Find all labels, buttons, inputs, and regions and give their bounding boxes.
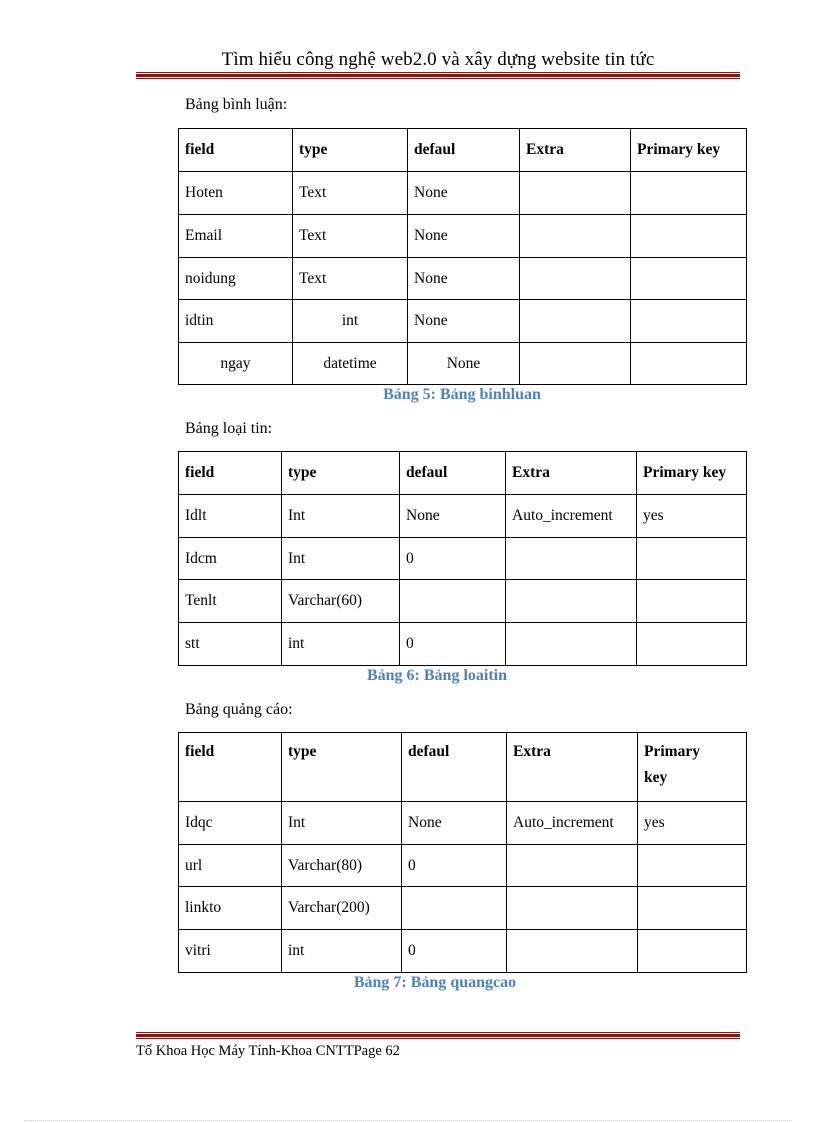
table-row	[179, 172, 747, 215]
table-cell: yes	[638, 802, 747, 845]
table-cell	[631, 343, 747, 385]
table-cell: Int	[282, 802, 402, 845]
table-cell: Auto_increment	[506, 495, 637, 538]
column-header: Primary key	[631, 129, 747, 172]
table-intro-quangcao: Bảng quảng cáo:	[185, 701, 293, 718]
table-row	[179, 495, 747, 538]
table-cell	[520, 215, 631, 258]
table-cell: datetime	[293, 343, 408, 385]
table-cell: url	[179, 845, 282, 887]
table-cell: Idqc	[179, 802, 282, 845]
table-header-row	[179, 129, 747, 172]
header-divider	[136, 72, 740, 79]
table-row	[179, 343, 747, 385]
table-cell	[637, 580, 747, 623]
table-cell: int	[282, 930, 402, 973]
column-header: field	[179, 452, 282, 495]
table-cell	[637, 538, 747, 580]
page-footer: Tổ Khoa Học Máy Tính-Khoa CNTTPage 62	[136, 1043, 400, 1059]
table-row	[179, 887, 747, 930]
table-cell: None	[408, 172, 520, 215]
table-cell	[638, 845, 747, 887]
table-caption: Bảng 7: Bảng quangcao	[353, 974, 517, 991]
column-header: type	[282, 733, 402, 802]
footer-divider	[136, 1032, 740, 1039]
table-cell: Idcm	[179, 538, 282, 580]
page-bottom-border	[24, 1120, 792, 1121]
table-cell: None	[408, 258, 520, 300]
table-quangcao	[178, 732, 747, 973]
table-cell	[631, 258, 747, 300]
table-caption: Bảng 6: Bảng loaitin	[366, 667, 508, 684]
table-row	[179, 623, 747, 666]
table-cell	[507, 930, 638, 973]
table-intro-binhluan: Bảng bình luận:	[185, 96, 288, 113]
table-cell	[520, 172, 631, 215]
table-cell: Int	[282, 495, 400, 538]
table-cell: Varchar(200)	[282, 887, 402, 930]
table-cell: idtin	[179, 300, 293, 343]
table-cell	[506, 538, 637, 580]
table-cell: Text	[293, 172, 408, 215]
table-cell: yes	[637, 495, 747, 538]
table-row	[179, 930, 747, 973]
table-cell: ngay	[179, 343, 293, 385]
table-intro-loaitin: Bảng loại tin:	[185, 420, 273, 437]
table-row	[179, 258, 747, 300]
column-header: defaul	[400, 452, 506, 495]
table-cell	[507, 887, 638, 930]
table-cell	[402, 887, 507, 930]
column-header: defaul	[408, 129, 520, 172]
table-cell: Int	[282, 538, 400, 580]
table-row	[179, 215, 747, 258]
table-caption: Bảng 5: Bảng binhluan	[383, 386, 541, 403]
column-header: Extra	[520, 129, 631, 172]
table-binhluan	[178, 128, 747, 385]
table-cell: Email	[179, 215, 293, 258]
table-cell: Hoten	[179, 172, 293, 215]
table-cell: Tenlt	[179, 580, 282, 623]
table-cell: None	[400, 495, 506, 538]
table-cell: 0	[402, 930, 507, 973]
table-header-row	[179, 452, 747, 495]
column-header: field	[179, 129, 293, 172]
table-cell: 0	[400, 538, 506, 580]
column-header: Extra	[506, 452, 637, 495]
table-cell: int	[293, 300, 408, 343]
table-header-row	[179, 733, 747, 802]
table-cell: Text	[293, 258, 408, 300]
table-cell: None	[408, 300, 520, 343]
column-header: defaul	[402, 733, 507, 802]
column-header: Primary key	[637, 452, 747, 495]
table-cell	[638, 930, 747, 973]
table-cell	[520, 343, 631, 385]
table-row	[179, 300, 747, 343]
table-cell: None	[402, 802, 507, 845]
table-cell: Varchar(80)	[282, 845, 402, 887]
table-cell: Text	[293, 215, 408, 258]
table-cell: stt	[179, 623, 282, 666]
table-cell: Varchar(60)	[282, 580, 400, 623]
table-cell: vitri	[179, 930, 282, 973]
table-row	[179, 845, 747, 887]
table-cell: None	[408, 343, 520, 385]
table-cell	[637, 623, 747, 666]
table-row	[179, 580, 747, 623]
column-header: field	[179, 733, 282, 802]
table-cell: Idlt	[179, 495, 282, 538]
table-cell: int	[282, 623, 400, 666]
table-cell: noidung	[179, 258, 293, 300]
table-cell: linkto	[179, 887, 282, 930]
page-header-title: Tìm hiểu công nghệ web2.0 và xây dựng website tin tức	[221, 49, 655, 70]
column-header: type	[293, 129, 408, 172]
table-cell	[520, 300, 631, 343]
table-cell	[507, 845, 638, 887]
table-cell: 0	[402, 845, 507, 887]
table-cell: 0	[400, 623, 506, 666]
table-row	[179, 538, 747, 580]
table-cell	[631, 215, 747, 258]
table-cell	[631, 172, 747, 215]
table-loaitin	[178, 451, 747, 666]
table-cell: None	[408, 215, 520, 258]
table-row	[179, 802, 747, 845]
table-cell	[520, 258, 631, 300]
table-cell	[631, 300, 747, 343]
column-header: type	[282, 452, 400, 495]
table-cell	[638, 887, 747, 930]
table-cell	[400, 580, 506, 623]
column-header: Primary key	[638, 733, 747, 802]
table-cell	[506, 580, 637, 623]
column-header: Extra	[507, 733, 638, 802]
table-cell: Auto_increment	[507, 802, 638, 845]
table-cell	[506, 623, 637, 666]
